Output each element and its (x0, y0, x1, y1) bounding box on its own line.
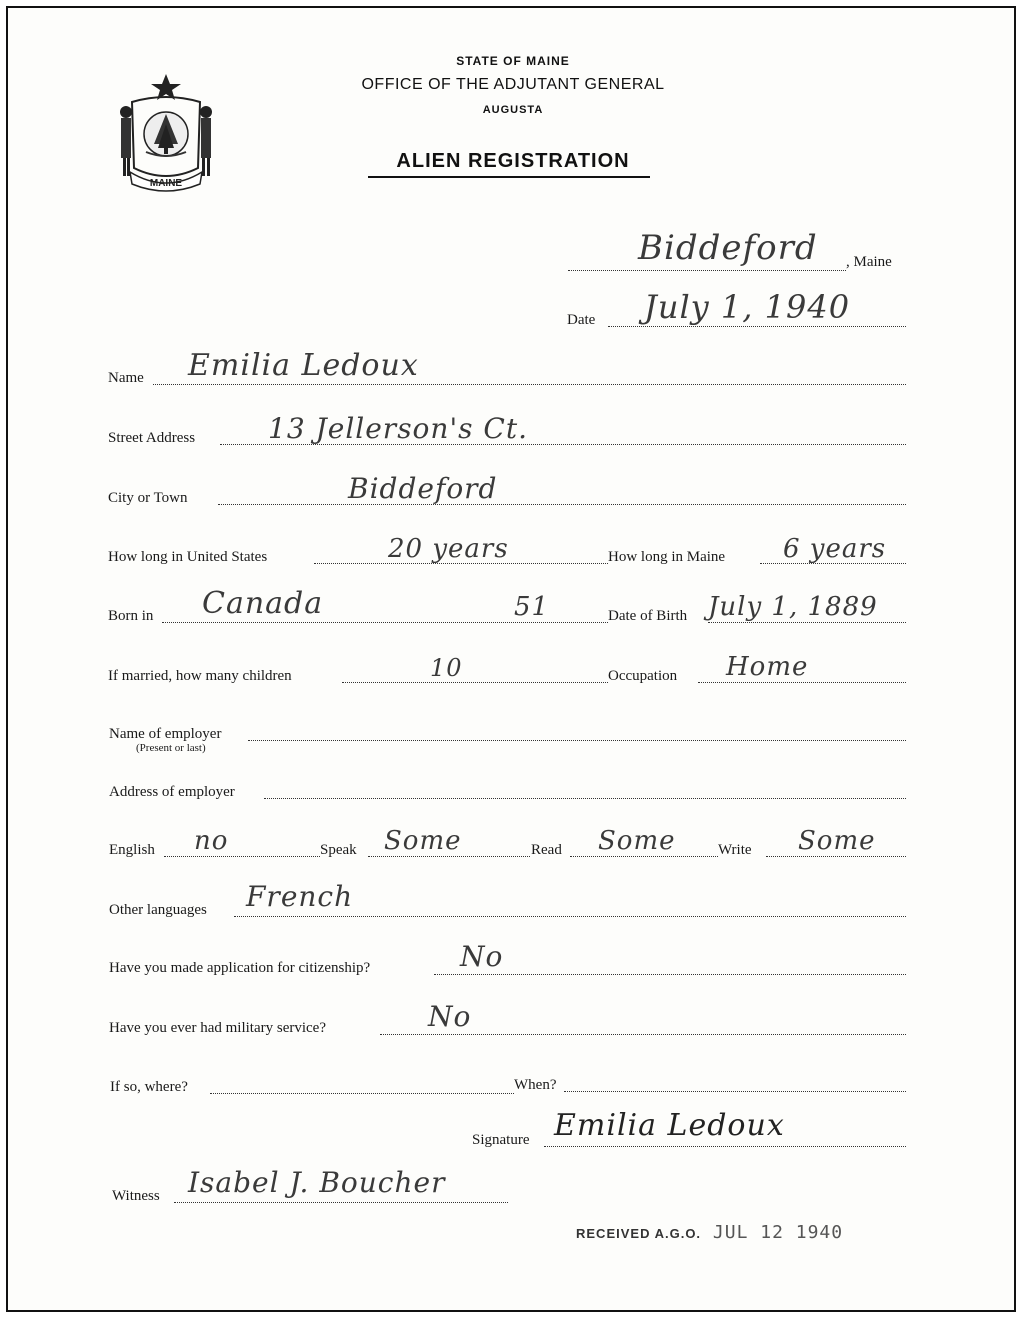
state-heading: STATE OF MAINE (456, 54, 570, 68)
employer-address-line (264, 798, 906, 799)
when-line (564, 1091, 906, 1092)
witness-line (174, 1202, 508, 1203)
born-in-line (162, 622, 608, 623)
office-heading: OFFICE OF THE ADJUTANT GENERAL (361, 76, 665, 93)
date-value: July 1, 1940 (644, 288, 851, 326)
write-value: Some (798, 826, 876, 856)
date-label: Date (567, 312, 596, 328)
write-line (766, 856, 906, 857)
children-line (342, 682, 608, 683)
read-label: Read (531, 842, 562, 858)
citizenship-line (434, 974, 906, 975)
how-long-maine-value: 6 years (783, 534, 887, 564)
speak-label: Speak (320, 842, 357, 858)
name-line (153, 384, 906, 385)
town-line (568, 270, 846, 271)
read-value: Some (598, 826, 676, 856)
occupation-value: Home (726, 652, 809, 682)
name-label: Name (108, 370, 144, 386)
city-line (218, 504, 906, 505)
occupation-line (698, 682, 906, 683)
other-languages-label: Other languages (109, 902, 207, 918)
age-value: 51 (514, 592, 550, 622)
received-stamp (576, 1222, 843, 1243)
how-long-us-value: 20 years (388, 534, 509, 564)
if-so-where-label: If so, where? (110, 1079, 188, 1095)
military-label: Have you ever had military service? (109, 1020, 326, 1036)
children-label: If married, how many children (108, 668, 292, 684)
write-label: Write (718, 842, 752, 858)
city-value: Biddeford (348, 472, 498, 505)
children-value: 10 (430, 654, 463, 682)
title-underline (368, 176, 650, 178)
city-heading: AUGUSTA (482, 104, 544, 116)
military-line (380, 1034, 906, 1035)
english-line (164, 856, 320, 857)
when-label: When? (514, 1077, 557, 1093)
signature-label: Signature (472, 1132, 530, 1148)
witness-value: Isabel J. Boucher (188, 1166, 446, 1199)
date-line (608, 326, 906, 327)
read-line (570, 856, 718, 857)
registration-form (6, 6, 1016, 1312)
how-long-maine-label: How long in Maine (608, 549, 726, 565)
state-seal-icon (112, 72, 220, 194)
date-of-birth-label: Date of Birth (608, 608, 688, 624)
employer-label: Name of employer (109, 726, 222, 742)
occupation-label: Occupation (608, 668, 678, 684)
employer-address-label: Address of employer (109, 784, 235, 800)
employer-line (248, 740, 906, 741)
military-value: No (428, 1000, 472, 1033)
name-value: Emilia Ledoux (188, 348, 419, 383)
received-stamp-date: JUL 12 1940 (712, 1222, 844, 1243)
seal-banner-text: MAINE (149, 178, 183, 189)
other-languages-value: French (246, 880, 354, 913)
date-of-birth-value: July 1, 1889 (708, 592, 878, 622)
how-long-us-label: How long in United States (108, 549, 268, 565)
where-line (210, 1093, 514, 1094)
employer-sublabel: (Present or last) (136, 742, 206, 754)
born-in-value: Canada (202, 586, 324, 621)
witness-label: Witness (112, 1188, 160, 1204)
street-label: Street Address (108, 430, 196, 446)
citizenship-value: No (460, 940, 504, 973)
english-label: English (109, 842, 155, 858)
town-value: Biddeford (638, 228, 818, 268)
form-title: ALIEN REGISTRATION (396, 150, 630, 172)
english-value: no (194, 826, 229, 856)
street-value: 13 Jellerson's Ct. (268, 412, 528, 445)
received-stamp-label: RECEIVED A.G.O. (576, 1226, 702, 1241)
citizenship-label: Have you made application for citizenship? (109, 960, 371, 976)
speak-line (368, 856, 530, 857)
other-languages-line (234, 916, 906, 917)
born-in-label: Born in (108, 608, 154, 624)
city-label: City or Town (108, 490, 188, 506)
speak-value: Some (384, 826, 462, 856)
signature-line (544, 1146, 906, 1147)
date-of-birth-line (708, 622, 906, 623)
maine-label: , Maine (846, 254, 892, 270)
signature-value: Emilia Ledoux (554, 1108, 785, 1143)
